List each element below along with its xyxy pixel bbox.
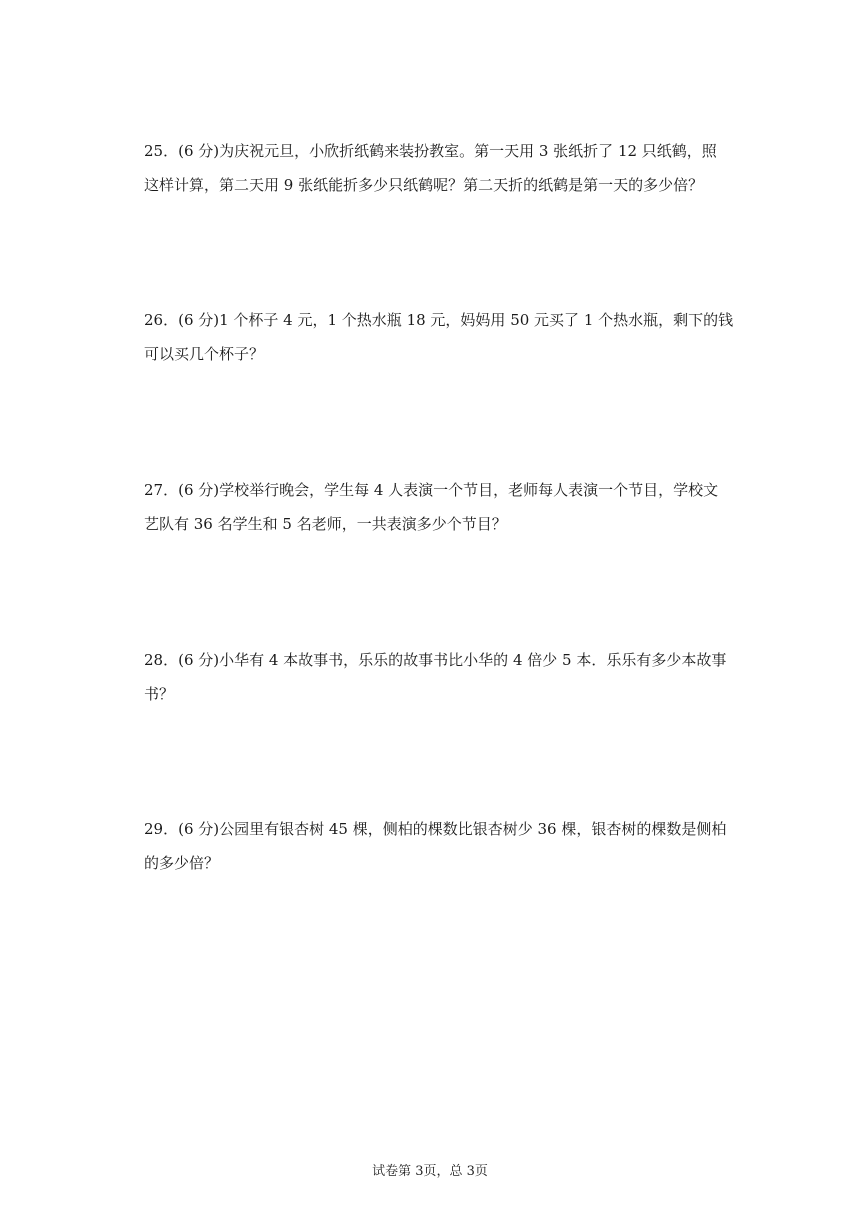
question-26-line-2: 可以买几个杯子？ [144, 345, 265, 363]
question-25-line-2: 这样计算，第二天用 9 张纸能折多少只纸鹤呢？第二天折的纸鹤是第一天的多少倍？ [144, 176, 704, 194]
question-28-line-2: 书？ [144, 685, 175, 703]
question-25 [144, 134, 724, 202]
question-25-line-1: 25．(6 分)为庆祝元旦，小欣折纸鹤来装扮教室。第一天用 3 张纸折了 12 只纸鹤，照 [144, 142, 717, 160]
question-29 [144, 812, 727, 880]
question-27 [144, 473, 724, 541]
page-number-label: 试卷第 3页，总 3页 [372, 1164, 488, 1179]
question-28 [144, 643, 727, 711]
question-27-line-2: 艺队有 36 名学生和 5 名老师，一共表演多少个节目？ [144, 515, 507, 533]
question-27-line-1: 27．(6 分)学校举行晚会，学生每 4 人表演一个节目，老师每人表演一个节目，学校文 [144, 481, 719, 499]
page-footer [0, 1160, 860, 1179]
question-29-line-2: 的多少倍？ [144, 854, 220, 872]
question-26-line-1: 26．(6 分)1 个杯子 4 元，1 个热水瓶 18 元，妈妈用 50 元买了 1 个热水瓶，剩下的钱 [144, 311, 734, 329]
question-28-line-1: 28．(6 分)小华有 4 本故事书，乐乐的故事书比小华的 4 倍少 5 本．乐乐有多少本故事 [144, 651, 727, 669]
question-29-line-1: 29．(6 分)公园里有银杏树 45 棵，侧柏的棵数比银杏树少 36 棵，银杏树的棵数是侧柏 [144, 820, 727, 838]
question-26 [144, 303, 734, 371]
